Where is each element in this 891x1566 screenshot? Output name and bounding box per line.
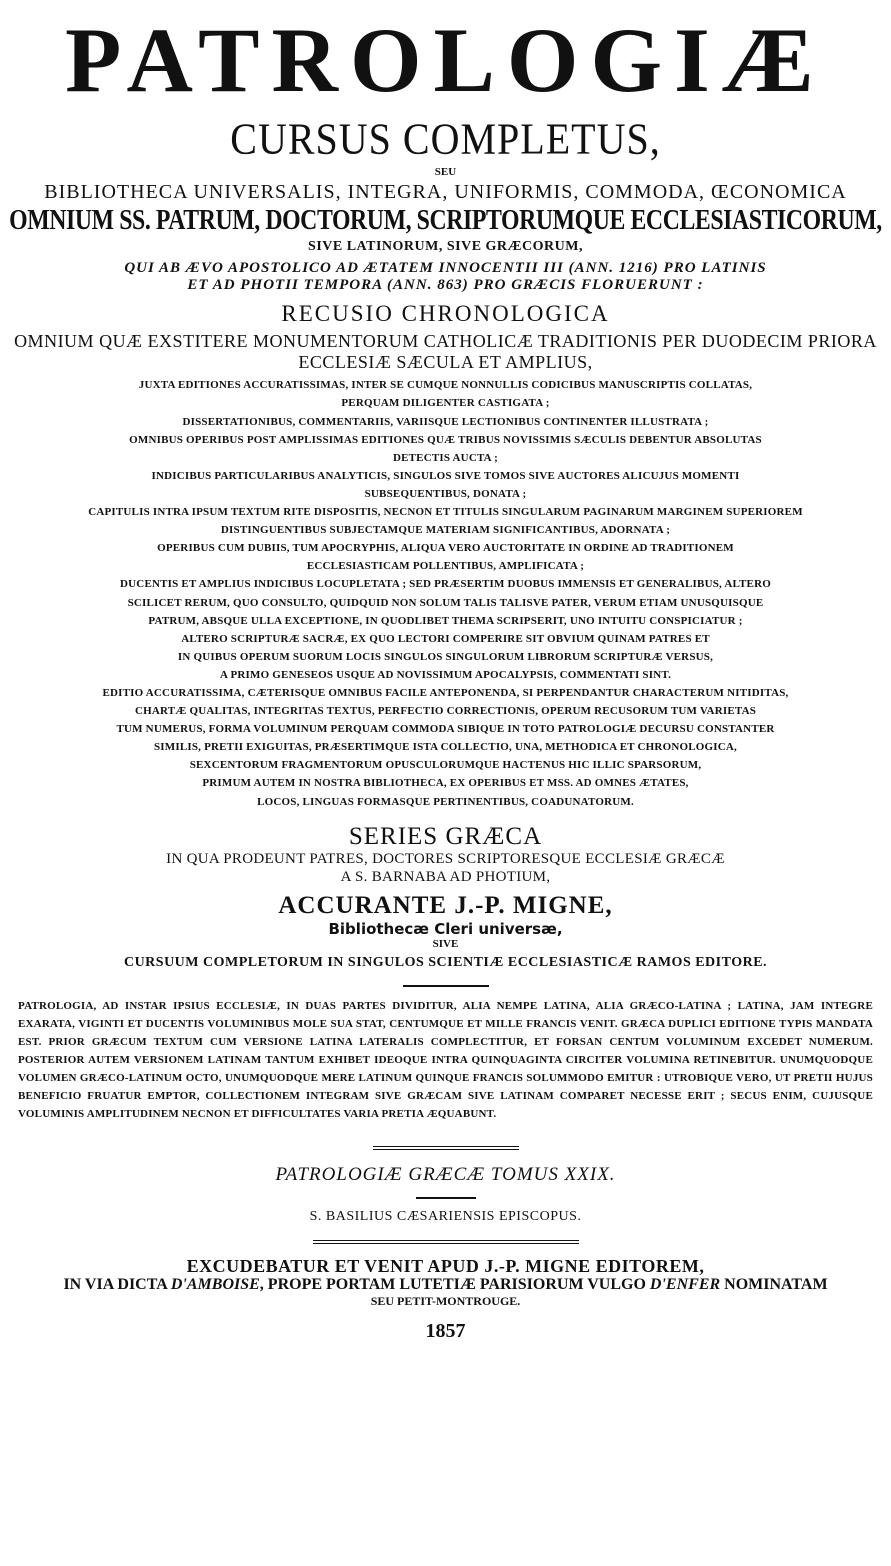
description-block xyxy=(0,376,891,810)
description-line: SUBSEQUENTIBUS, DONATA ; xyxy=(364,487,527,500)
in-via-amboise: D'AMBOISE xyxy=(170,1276,260,1294)
main-title: PATROLOGIÆ xyxy=(65,9,826,111)
sive-small: SIVE xyxy=(432,937,459,950)
qui-line-2: ET AD PHOTII TEMPORA (ANN. 863) PRO GRÆCIS FLORUERUNT : xyxy=(187,277,704,294)
description-line: DETECTIS AUCTA ; xyxy=(392,451,499,464)
description-line: SCILICET RERUM, QUO CONSULTO, QUIDQUID NON SOLUM TALIS TALISVE PATER, VERUM ETIAM UNUSQUISQUE xyxy=(127,596,764,609)
description-line: JUXTA EDITIONES ACCURATISSIMAS, INTER SE CUMQUE NONNULLIS CODICIBUS MANUSCRIPTIS COLLATAS, xyxy=(138,379,753,392)
in-via-part: IN VIA DICTA xyxy=(63,1276,171,1294)
description-line: CAPITULIS INTRA IPSUM TEXTUM RITE DISPOSITIS, NECNON ET TITULIS SINGULARUM PAGINARUM MARGINEM SUPERIOREM xyxy=(88,506,803,519)
year: 1857 xyxy=(425,1320,466,1343)
omnium-quae-line-1: OMNIUM QUÆ EXSTITERE MONUMENTORUM CATHOLICÆ TRADITIONIS PER DUODECIM PRIORA xyxy=(14,331,877,352)
series-heading: SERIES GRÆCA xyxy=(348,822,543,850)
seu-petit-line: SEU PETIT-MONTROUGE. xyxy=(370,1293,521,1308)
divider xyxy=(313,1240,579,1244)
in-via-part: , PROPE PORTAM LUTETIÆ PARISIORUM VULGO xyxy=(259,1276,650,1294)
description-line: DUCENTIS ET AMPLIUS INDICIBUS LOCUPLETATA ; SED PRÆSERTIM DUOBUS IMMENSIS ET GENERALIBUS, ALTERO xyxy=(120,578,771,591)
in-via-enfer: D'ENFER xyxy=(649,1276,721,1294)
omnium-quae-line-2: ECCLESIÆ SÆCULA ET AMPLIUS, xyxy=(298,351,593,372)
in-qua-line-2: A S. BARNABA AD PHOTIUM, xyxy=(340,868,551,885)
description-line: IN QUIBUS OPERUM SUORUM LOCIS SINGULOS SINGULORUM LIBRORUM SCRIPTURÆ VERSUS, xyxy=(177,650,714,663)
tomus-line: PATROLOGIÆ GRÆCÆ TOMUS XXIX. xyxy=(275,1163,616,1185)
description-line: DISTINGUENTIBUS SUBJECTAMQUE MATERIAM SIGNIFICANTIBUS, ADORNATA ; xyxy=(220,524,671,537)
in-via-line xyxy=(0,1276,891,1294)
description-line: OMNIBUS OPERIBUS POST AMPLISSIMAS EDITIONES QUÆ TRIBUS NOVISSIMIS SÆCULIS DEBENTUR ABSOLUTAS xyxy=(129,433,762,446)
description-line: CHARTÆ QUALITAS, INTEGRITAS TEXTUS, PERFECTIO CORRECTIONIS, OPERUM RECUSORUM TUM VARIETAS xyxy=(134,705,757,718)
in-via-part: NOMINATAM xyxy=(720,1276,828,1294)
subtitle: CURSUS COMPLETUS, xyxy=(230,113,661,164)
patrologia-paragraph: PATROLOGIA, AD INSTAR IPSIUS ECCLESIÆ, IN DUAS PARTES DIVIDITUR, ALIA NEMPE LATINA, ALIA GRÆCO-LATINA ; LATINA, JAM INTEGRE EXARATA, VIGINTI ET DUCENTIS VOLUMINIBUS MOLE SUA STAT, CENTUMQUE ET MILLE FRANCIS VENIT. GRÆCA DUPLICI EDITIONE TYPIS MANDATA EST. PRIOR GRÆCUM TEXTUM CUM VERSIONE LATINA LATERALIS COMPLECTITUR, ET FORSAN CENTUM VOLUMINUM EXCEDET NUMERUM. POSTERIOR AUTEM VERSIONEM LATINAM TANTUM EXHIBET IDEOQUE INTRA QUINQUAGINTA CIRCITER VOLUMINA RETINEBITUR. UNUMQUODQUE VOLUMEN GRÆCO-LATINUM OCTO, UNUMQUODQUE MERE LATINUM QUINQUE FRANCIS SOLUMMODO EMITUR : UTROBIQUE VERO, UT PRETII HUJUS BENEFICIO FRUATUR EMPTOR, COLLECTIONEM INTEGRAM SIVE GRÆCAM SIVE LATINAM COMPARET NECESSE ERIT ; SECUS ENIM, CUJUSQUE VOLUMINIS AMPLITUDINEM NECNON ET DIFFICULTATES VARIA PRETIA ÆQUABUNT. xyxy=(18,999,873,1121)
sive-line: SIVE LATINORUM, SIVE GRÆCORUM, xyxy=(308,238,583,254)
description-line: A PRIMO GENESEOS USQUE AD NOVISSIMUM APOCALYPSIS, COMMENTATI SINT. xyxy=(219,668,672,681)
description-line: EDITIO ACCURATISSIMA, CÆTERISQUE OMNIBUS FACILE ANTEPONENDA, SI PERPENDANTUR CHARACTERUM NITIDITAS, xyxy=(102,686,789,699)
seu-text: SEU xyxy=(434,166,457,178)
excudebatur-line: EXCUDEBATUR ET VENIT APUD J.-P. MIGNE EDITOREM, xyxy=(186,1255,705,1276)
cursuum-line: CURSUUM COMPLETORUM IN SINGULOS SCIENTIÆ ECCLESIASTICÆ RAMOS EDITORE. xyxy=(123,954,768,970)
description-line: INDICIBUS PARTICULARIBUS ANALYTICIS, SINGULOS SIVE TOMOS SIVE AUCTORES ALICUJUS MOMENTI xyxy=(151,469,740,482)
description-line: PERQUAM DILIGENTER CASTIGATA ; xyxy=(341,397,550,410)
qui-line-1: QUI AB ÆVO APOSTOLICO AD ÆTATEM INNOCENTII III (ANN. 1216) PRO LATINIS xyxy=(124,260,767,277)
description-line: SIMILIS, PRETII EXIGUITAS, PRÆSERTIMQUE ISTA COLLECTIO, UNA, METHODICA ET CHRONOLOGICA, xyxy=(153,741,737,754)
basilius-line: S. BASILIUS CÆSARIENSIS EPISCOPUS. xyxy=(309,1209,582,1225)
description-line: LOCOS, LINGUAS FORMASQUE PERTINENTIBUS, COADUNATORUM. xyxy=(257,795,634,808)
description-line: OPERIBUS CUM DUBIIS, TUM APOCRYPHIS, ALIQUA VERO AUCTORITATE IN ORDINE AD TRADITIONEM xyxy=(157,542,734,555)
bibliothecae-line: Bibliothecæ Cleri universæ, xyxy=(328,919,563,938)
description-line: PATRUM, ABSQUE ULLA EXCEPTIONE, IN QUODLIBET THEMA SCRIPSERIT, UNO INTUITU CONSPICIATUR ; xyxy=(148,614,743,627)
description-line: DISSERTATIONIBUS, COMMENTARIIS, VARIISQUE LECTIONIBUS CONTINENTER ILLUSTRATA ; xyxy=(182,415,709,428)
divider xyxy=(403,985,489,987)
description-line: ALTERO SCRIPTURÆ SACRÆ, EX QUO LECTORI COMPERIRE SIT OBVIUM QUINAM PATRES ET xyxy=(181,632,710,645)
accurante-line: ACCURANTE J.-P. MIGNE, xyxy=(278,891,613,919)
description-line: TUM NUMERUS, FORMA VOLUMINUM PERQUAM COMMODA SIBIQUE IN TOTO PATROLOGIÆ DECURSU CONSTANTER xyxy=(116,723,775,736)
divider xyxy=(373,1146,519,1150)
in-qua-line-1: IN QUA PRODEUNT PATRES, DOCTORES SCRIPTORESQUE ECCLESIÆ GRÆCÆ xyxy=(166,851,725,868)
description-line: ECCLESIASTICAM POLLENTIBUS, AMPLIFICATA ; xyxy=(306,560,585,573)
description-line: SEXCENTORUM FRAGMENTORUM OPUSCULORUMQUE HACTENUS HIC ILLIC SPARSORUM, xyxy=(189,759,702,772)
bibliotheca-line: BIBLIOTHECA UNIVERSALIS, INTEGRA, UNIFORMIS, COMMODA, ŒCONOMICA xyxy=(44,180,847,203)
divider xyxy=(416,1197,476,1199)
description-line: PRIMUM AUTEM IN NOSTRA BIBLIOTHECA, EX OPERIBUS ET MSS. AD OMNES ÆTATES, xyxy=(202,777,689,790)
recusio-heading: RECUSIO CHRONOLOGICA xyxy=(281,300,610,326)
omnium-line: OMNIUM SS. PATRUM, DOCTORUM, SCRIPTORUMQUE ECCLESIASTICORUM, xyxy=(9,203,882,236)
